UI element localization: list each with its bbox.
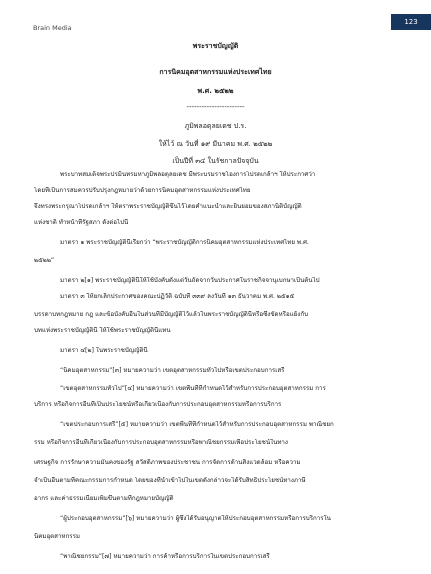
body-line: “ผู้ประกอบอุตสาหกรรม”[๖] หมายความว่า ผู้ซึ่งได้รับอนุญาตให้ประกอบอุตสาหกรรมหรือการบริการใน [60, 515, 331, 522]
body-line: บรรดาบทกฎหมาย กฎ และข้อบังคับอื่นในส่วนที่มีบัญญัติไว้แล้วในพระราชบัญญัตินี้หรือซึ่งขัดหรือแย้งกับ [34, 311, 309, 318]
body-line: มาตรา ๒[๑] พระราชบัญญัตินี้ให้ใช้บังคับตั้งแต่วันถัดจากวันประกาศในราชกิจจานุเบกษาเป็นต้นไป [60, 277, 320, 284]
body-line: อากร และค่าธรรมเนียมเพิ่มขึ้นตามที่กฎหมายบัญญัติ [34, 495, 174, 502]
body-line: “เขตประกอบการเสรี”[๕] หมายความว่า เขตพื้นที่ที่กำหนดไว้สำหรับการประกอบอุตสาหกรรม พาณิชยก [60, 421, 334, 428]
act-title: พระราชบัญญัติ [192, 42, 239, 50]
act-year: พ.ศ. ๒๕๒๒ [197, 87, 234, 95]
act-subtitle: การนิคมอุตสาหกรรมแห่งประเทศไทย [159, 68, 272, 76]
body-line: จำเป็นอื่นตามที่คณะกรรมการกำหนด โดยของที่นำเข้าไปในเขตดังกล่าวจะได้รับสิทธิประโยชน์ทางภาษี [34, 477, 306, 484]
body-line: มาตรา ๓ ให้ยกเลิกประกาศของคณะปฏิวัติ ฉบับที่ ๓๓๙ ลงวันที่ ๑๓ ธันวาคม พ.ศ. ๒๕๑๕ [60, 293, 295, 300]
enactment-date: ให้ไว้ ณ วันที่ ๑๙ มีนาคม พ.ศ. ๒๕๒๒ [158, 140, 273, 148]
body-line: “พาณิชยกรรม”[๗] หมายความว่า การค้าหรือการบริการในเขตประกอบการเสรี [60, 553, 270, 560]
body-line: “นิคมอุตสาหกรรม”[๓] หมายความว่า เขตอุตสาหกรรมทั่วไปหรือเขตประกอบการเสรี [60, 367, 285, 374]
body-line: มาตรา ๑ พระราชบัญญัตินี้เรียกว่า “พระราชบัญญัติการนิคมอุตสาหกรรมแห่งประเทศไทย พ.ศ. [60, 239, 309, 246]
title-rule: ----------------------- [186, 103, 245, 111]
body-line: เศรษฐกิจ การรักษาความมั่นคงของรัฐ สวัสดิภาพของประชาชน การจัดการด้านสิ่งแวดล้อม หรือความ [34, 459, 301, 466]
publisher-label: Brain Media [33, 24, 72, 32]
body-line: จึงทรงพระกรุณาโปรดเกล้าฯ ให้ตราพระราชบัญญัติขึ้นไว้โดยคำแนะนำและยินยอมของสภานิติบัญญัติ [34, 203, 302, 210]
body-line: รรม หรือกิจการอื่นที่เกี่ยวเนื่องกับการประกอบอุตสาหกรรมหรือพาณิชยกรรมเพื่อประโยชน์ในทาง [34, 439, 288, 446]
body-line: นิคมอุตสาหกรรม [34, 533, 80, 540]
body-line: พระบาทสมเด็จพระปรมินทรมหาภูมิพลอดุลยเดช มีพระบรมราชโองการโปรดเกล้าฯ ให้ประกาศว่า [60, 171, 316, 178]
body-line: บทแห่งพระราชบัญญัตินี้ ให้ใช้พระราชบัญญัตินี้แทน [34, 327, 171, 334]
body-line: บริการ หรือกิจการอื่นที่เป็นประโยชน์หรือเกี่ยวเนื่องกับการประกอบอุตสาหกรรมหรือการบริการ [34, 401, 282, 408]
body-line: “เขตอุตสาหกรรมทั่วไป”[๔] หมายความว่า เขตพื้นที่ที่กำหนดไว้สำหรับการประกอบอุตสาหกรรม การ [60, 385, 326, 392]
page-number-badge: 123 [391, 14, 431, 30]
body-line: มาตรา ๔[๒] ในพระราชบัญญัตินี้ [60, 347, 148, 354]
body-line: แห่งชาติ ทำหน้าที่รัฐสภา ดังต่อไปนี้ [34, 219, 129, 226]
body-line: ๒๕๒๒” [34, 257, 55, 264]
body-line: โดยที่เป็นการสมควรปรับปรุงกฎหมายว่าด้วยการนิคมอุตสาหกรรมแห่งประเทศไทย [34, 187, 251, 194]
reign-year: เป็นปีที่ ๓๔ ในรัชกาลปัจจุบัน [172, 157, 259, 165]
king-signature: ภูมิพลอดุลยเดช ป.ร. [184, 122, 247, 130]
